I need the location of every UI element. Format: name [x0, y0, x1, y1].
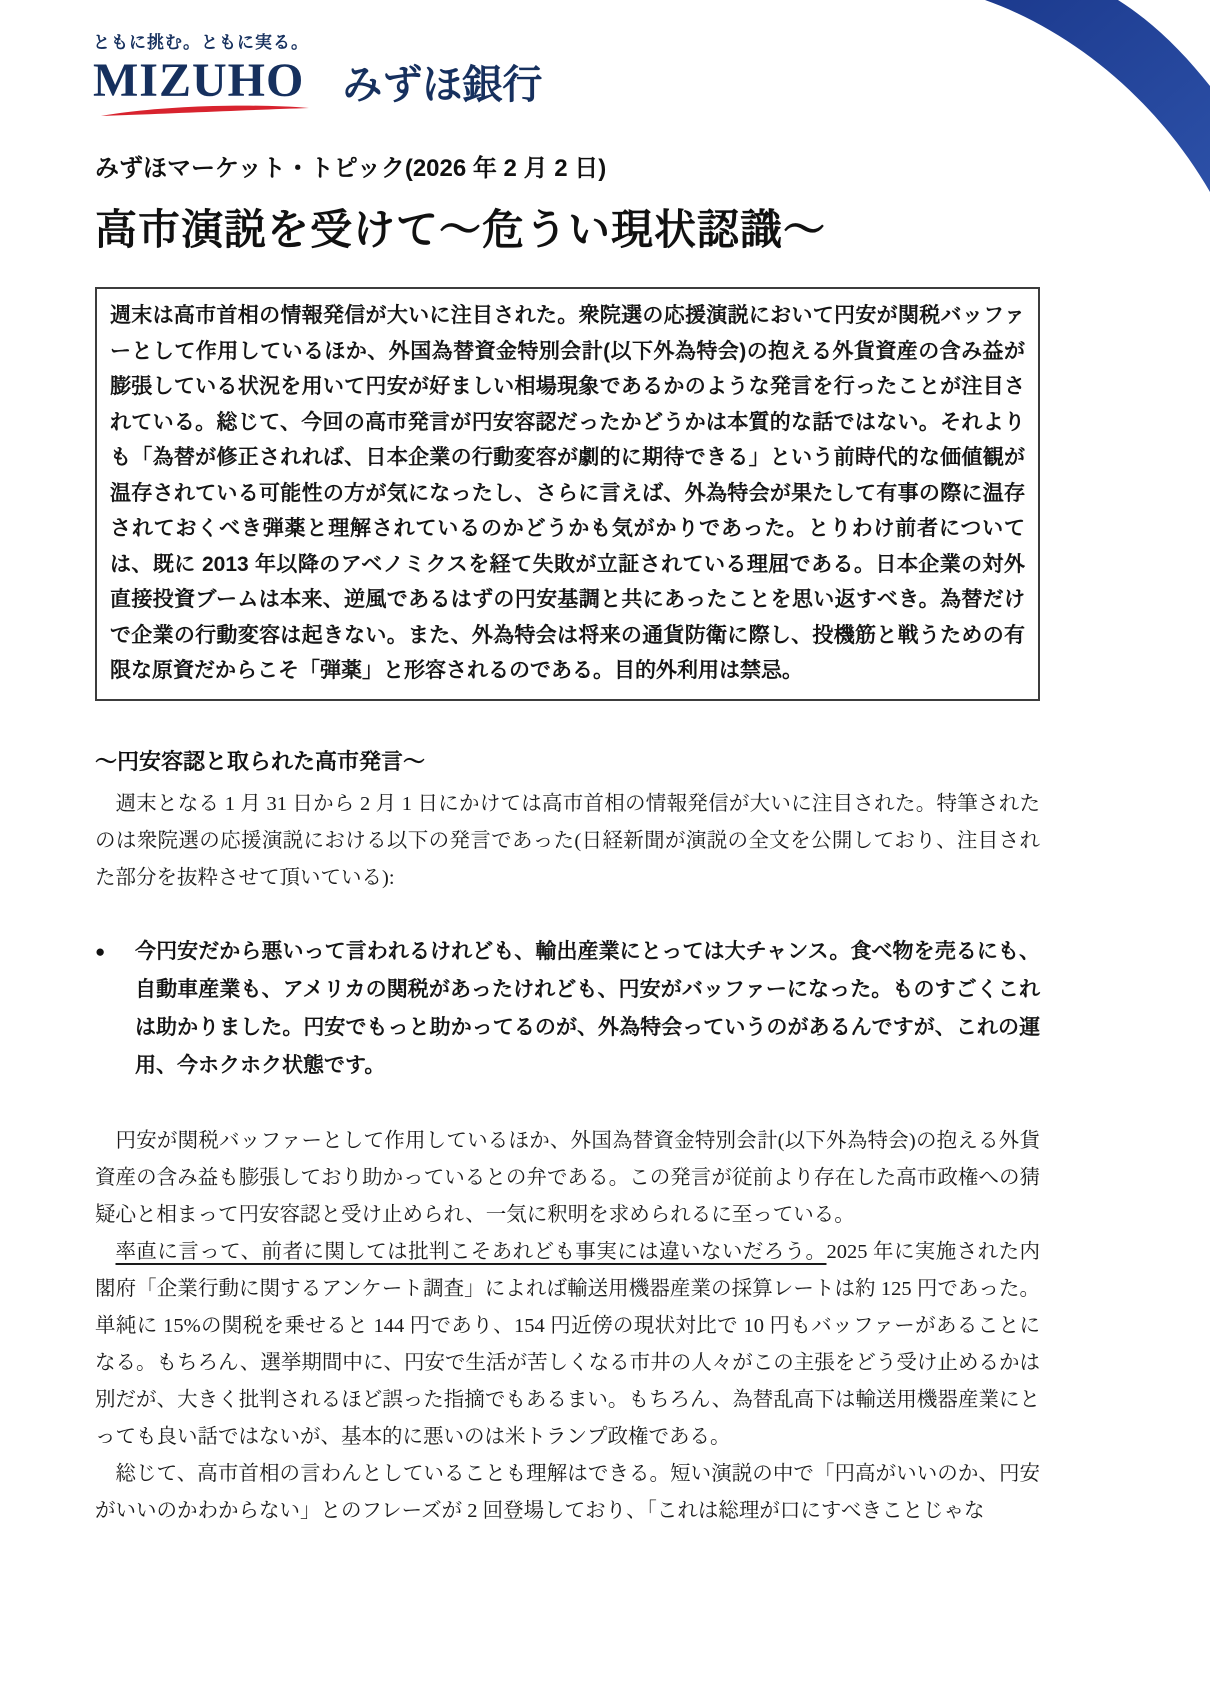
bank-name-text: みずほ銀行: [342, 63, 543, 107]
series-title: みずほマーケット・トピック(2026 年 2 月 2 日): [95, 155, 607, 182]
paragraph-conclusion-truncated: 総じて、高市首相の言わんとしていることも理解はできる。短い演説の中で「円高がいいのか、円安がいいのかわからない」とのフレーズが 2 回登場しており、「これは総理が口にすべきことじゃな: [95, 1462, 1040, 1522]
summary-box-text: 週末は高市首相の情報発信が大いに注目された。衆院選の応援演説において円安が関税バッファーとして作用しているほか、外国為替資金特別会計(以下外為特会)の抱える外貨資産の含み益が膨張している状況を用いて円安が好ましい相場現象であるかのような発言を行ったことが注目されている。総じて、今回の高市発言が円安容認だったかどうかは本質的な話ではない。それよりも「為替が修正されれば、日本企業の行動変容が劇的に期待できる」という前時代的な価値観が温存されている可能性の方が気になったし、さらに言えば、外為特会が果たして有事の際に温存されておくべき弾薬と理解されているのかどうかも気がかりであった。とりわけ前者については、既に 2013 年以降のアベノミクスを経て失敗が立証されている理屈である。日本企業の対外直接投資ブームは本来、逆風であるはずの円安基調と共にあったことを思い返すべき。為替だけで企業の行動変容は起きない。また、外為特会は将来の通貨防衛に際し、投機筋と戦うための有限な原資だからこそ「弾薬」と形容されるのである。目的外利用は禁忌。: [110, 304, 1025, 682]
logo-row: [93, 54, 543, 119]
brand-block: [93, 28, 542, 119]
paragraph-analysis-2: [95, 1234, 1040, 1456]
quote-bullet-item: [95, 933, 1040, 1085]
summary-box: [95, 287, 1040, 701]
bullet-marker-icon: ●: [95, 941, 106, 961]
paragraph-analysis-2-rest: 2025 年に実施された内閣府「企業行動に関するアンケート調査」によれば輸送用機器産業の採算レートは約 125 円であった。単純に 15%の関税を乗せると 144 円であり、154 円近傍の現状対比で 10 円もバッファーがあることになる。もちろん、選挙期間中に、円安で生活が苦しくなる市井の人々がこの主張をどう受け止めるかは別だが、大きく批判されるほど誤った指摘でもあるまい。もちろん、為替乱高下は輸送用機器産業にとっても良い話ではないが、基本的に悪いのは米トランプ政権である。: [95, 1240, 1040, 1448]
brand-tagline: ともに挑む。ともに実る。: [93, 33, 309, 52]
mizuho-wordmark-text: MIZUHO: [93, 54, 305, 107]
paragraph-intro: 週末となる 1 月 31 日から 2 月 1 日にかけては高市首相の情報発信が大いに注目された。特筆されたのは衆院選の応援演説における以下の発言であった(日経新聞が演説の全文を公開しており、注目された部分を抜粋させて頂いている):: [95, 792, 1040, 889]
report-content: [95, 148, 1040, 1530]
mizuho-logo: [93, 54, 305, 119]
report-headline: 高市演説を受けて～危うい現状認識～: [95, 206, 827, 253]
paragraph-analysis-1: 円安が関税バッファーとして作用しているほか、外国為替資金特別会計(以下外為特会)の抱える外貨資産の含み益も膨張しており助かっているとの弁である。この発言が従前より存在した高市政権への猜疑心と相まって円安容認と受け止められ、一気に釈明を求められるに至っている。: [95, 1129, 1040, 1226]
quoted-speech-text: 今円安だから悪いって言われるけれども、輸出産業にとっては大チャンス。食べ物を売るにも、自動車産業も、アメリカの関税があったけれども、円安がバッファーになった。ものすごくこれは助かりました。円安でもっと助かってるのが、外為特会っていうのがあるんですが、これの運用、今ホクホク状態です。: [135, 939, 1040, 1077]
underlined-sentence: 率直に言って、前者に関しては批判こそあれども事実には違いないだろう。: [115, 1240, 827, 1263]
section-heading: ～円安容認と取られた高市発言～: [95, 748, 426, 774]
red-swoosh-icon: [99, 103, 311, 117]
